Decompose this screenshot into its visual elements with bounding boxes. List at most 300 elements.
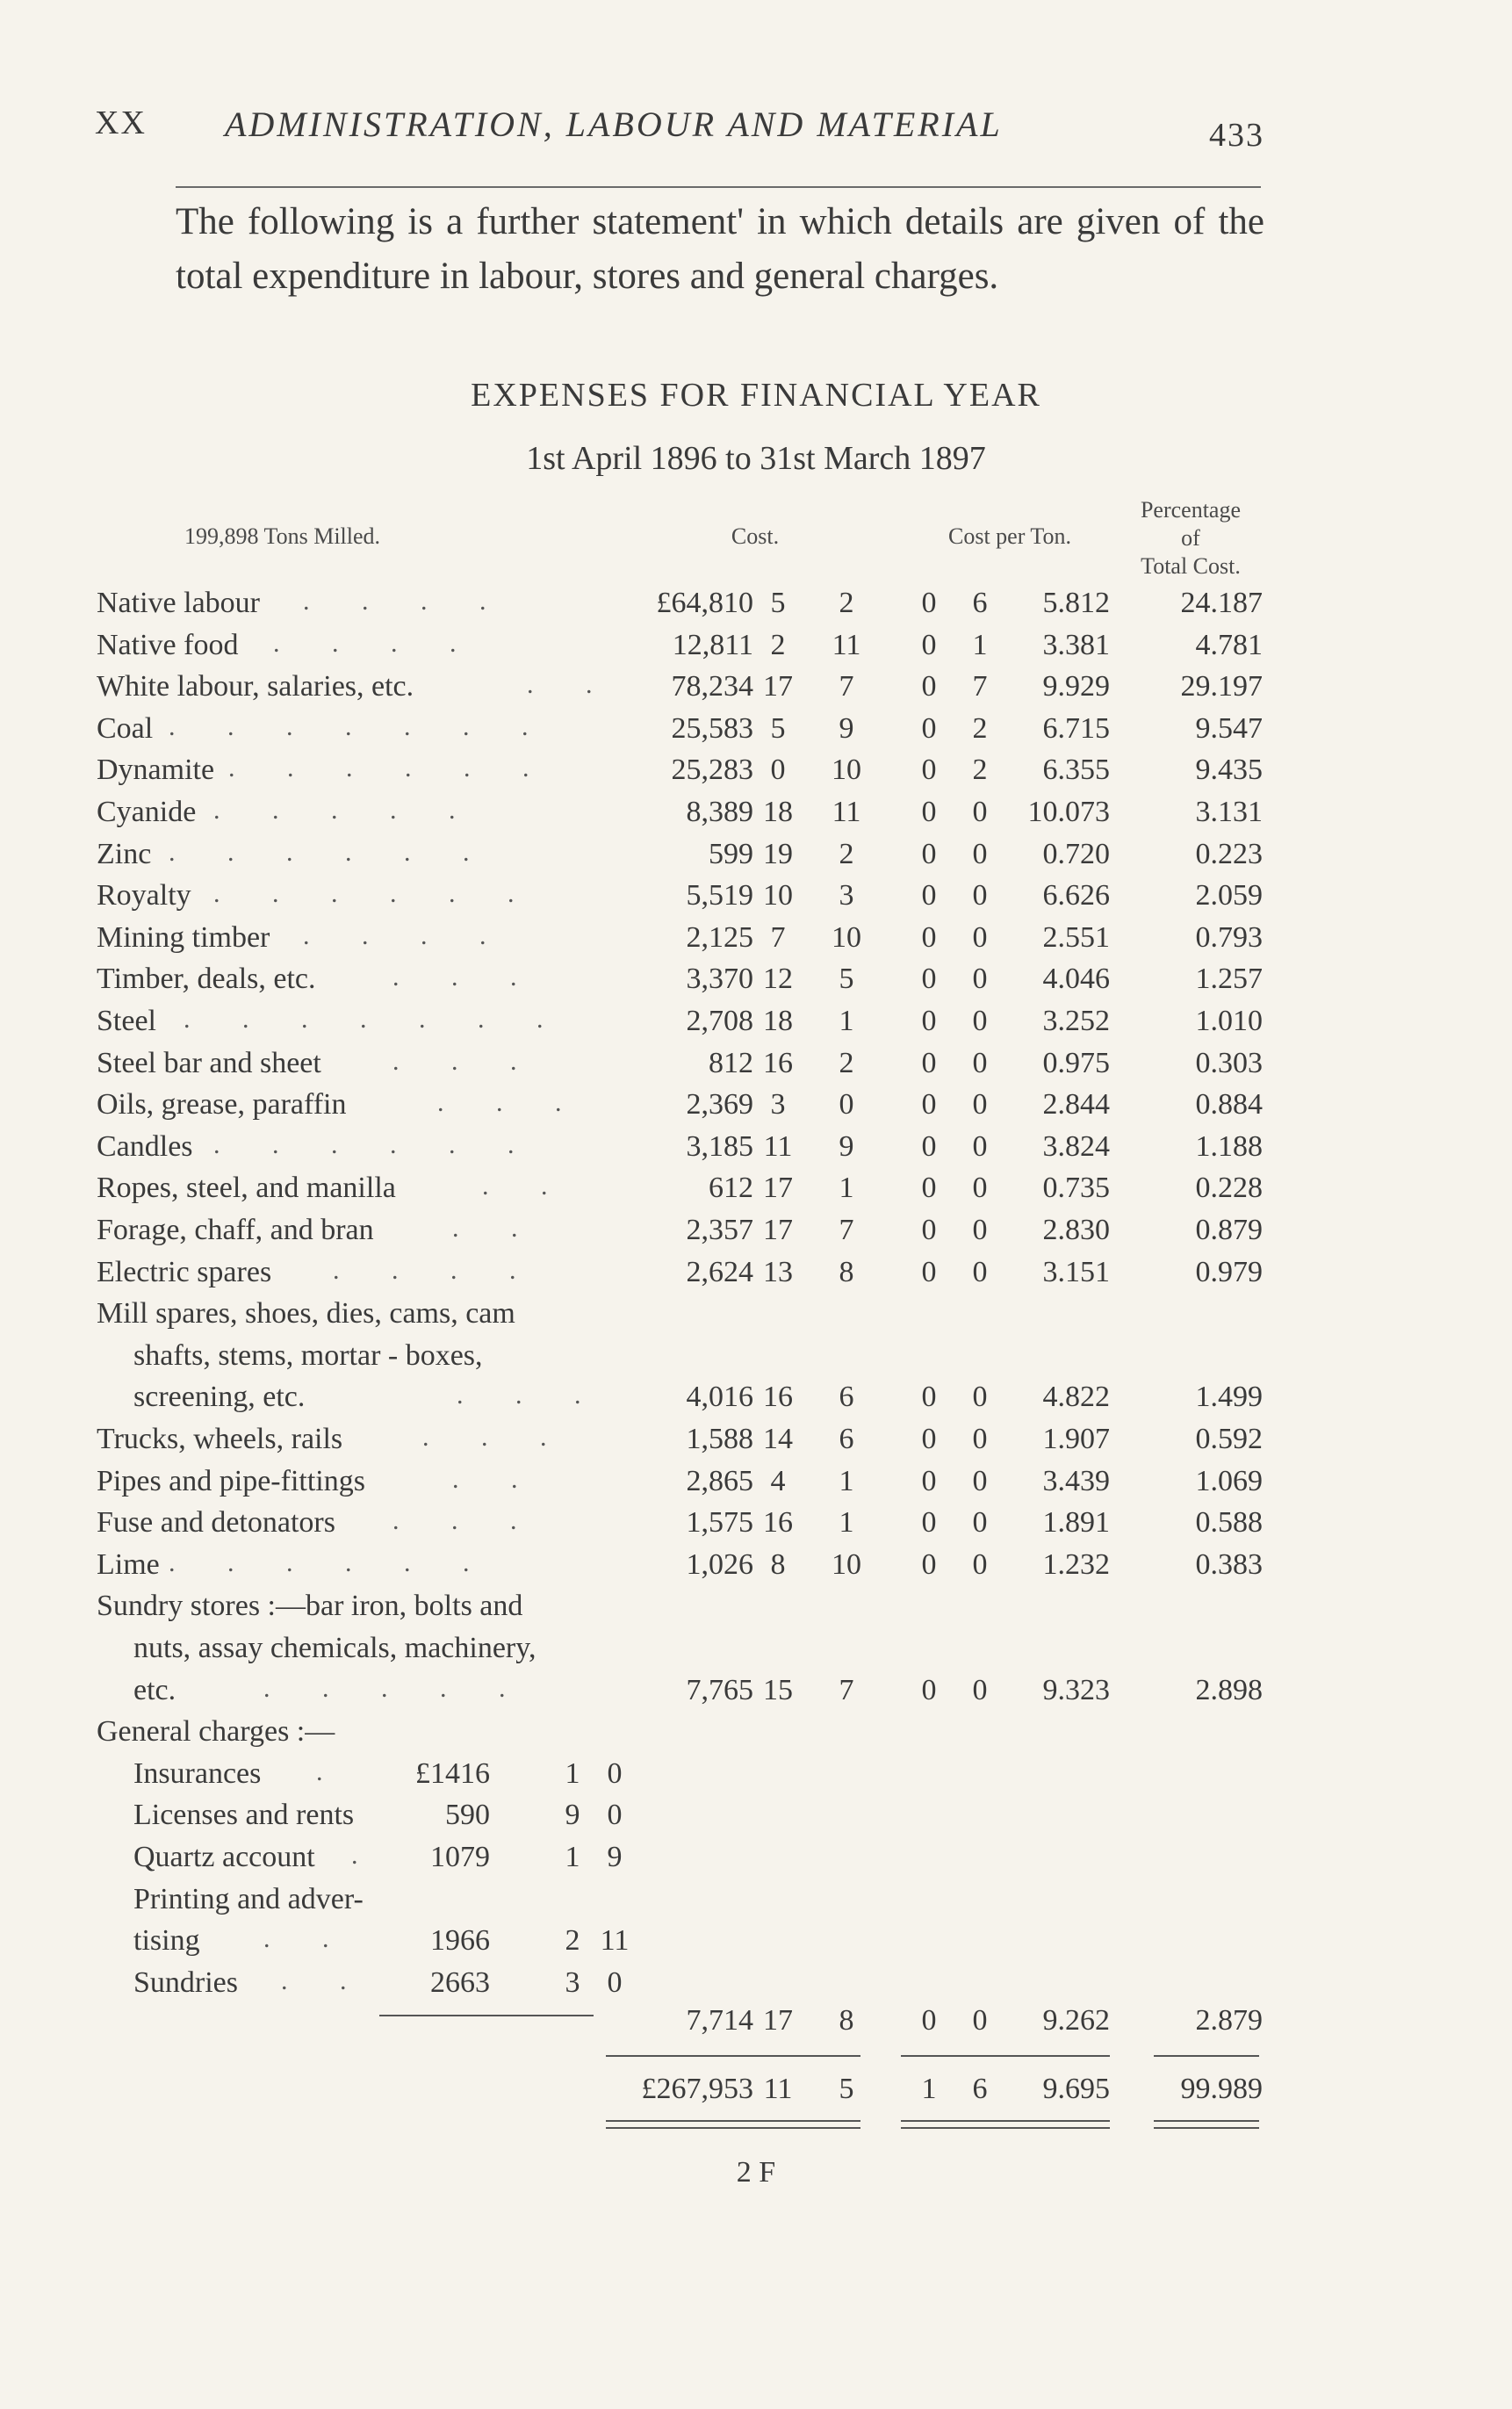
sub-shillings: 2 [565, 1924, 580, 1957]
percentage: 29.197 [1180, 670, 1263, 703]
cost-pounds: 2,357 [686, 1214, 753, 1246]
per-ton-pence: 0 [972, 796, 988, 828]
header-rule [176, 186, 1261, 188]
table-row [0, 1256, 1512, 1295]
sub-pounds: 1079 [430, 1841, 490, 1873]
percentage: 0.303 [1195, 1047, 1263, 1079]
sundry-line-2: nuts, assay chemicals, machinery, [133, 1632, 536, 1664]
cost-shillings: 2 [770, 629, 786, 661]
cost-shillings: 14 [763, 1423, 793, 1455]
percentage: 0.228 [1195, 1172, 1263, 1204]
item-label: Native food [97, 629, 239, 661]
per-ton-shillings: 0 [921, 1256, 937, 1288]
cost-pounds: 7,714 [686, 2004, 753, 2037]
per-ton-pence: 0 [972, 1047, 988, 1079]
per-ton-decimal: 2.551 [1042, 921, 1110, 954]
table-row [0, 796, 1512, 834]
cost-pounds: 812 [709, 1047, 753, 1079]
per-ton-shillings: 0 [921, 1172, 937, 1204]
percentage: 0.223 [1195, 838, 1263, 870]
table-row [0, 587, 1512, 625]
cost-pence: 9 [839, 712, 854, 745]
per-ton-decimal: 3.151 [1042, 1256, 1110, 1288]
leader-dots: . . . . . . [228, 754, 552, 783]
cost-pounds: 1,588 [686, 1423, 753, 1455]
cost-shillings: 12 [763, 963, 793, 995]
cost-pounds: 2,369 [686, 1088, 753, 1121]
chapter-title: ADMINISTRATION, LABOUR AND MATERIAL [225, 105, 1003, 144]
per-ton-pence: 1 [972, 629, 988, 661]
leader-dots: . . . . . . [213, 1130, 537, 1159]
table-row [0, 1381, 1512, 1419]
percentage: 9.435 [1195, 754, 1263, 786]
sub-row [0, 1883, 1512, 1922]
per-ton-decimal: 6.355 [1042, 754, 1110, 786]
per-ton-shillings: 0 [921, 1005, 937, 1037]
percentage: 1.069 [1195, 1465, 1263, 1497]
cost-shillings: 18 [763, 796, 793, 828]
per-ton-decimal: 2.844 [1042, 1088, 1110, 1121]
sub-pence: 0 [607, 1757, 623, 1790]
percentage: 24.187 [1180, 587, 1263, 619]
sub-pence: 11 [600, 1924, 630, 1957]
page-number: 433 [1209, 117, 1264, 154]
cost-pence: 7 [839, 670, 854, 703]
leader-dots: . . [452, 1214, 541, 1243]
grand-total-per-ton-shillings: 1 [921, 2073, 937, 2105]
cost-pence: 10 [832, 921, 861, 954]
item-label: Coal [97, 712, 154, 745]
percentage: 2.898 [1195, 1674, 1263, 1706]
cost-shillings: 16 [763, 1506, 793, 1539]
cost-pounds: 1,026 [686, 1548, 753, 1581]
double-rule [1154, 2127, 1259, 2129]
item-label: Mining timber [97, 921, 270, 954]
per-ton-pence: 7 [972, 670, 988, 703]
item-label: Dynamite [97, 754, 215, 786]
per-ton-decimal: 9.929 [1042, 670, 1110, 703]
cost-pence: 9 [839, 1130, 854, 1163]
cost-pence: 2 [839, 1047, 854, 1079]
per-ton-decimal: 1.907 [1042, 1423, 1110, 1455]
item-label: screening, etc. [133, 1381, 306, 1413]
leader-dots: . . [452, 1465, 541, 1494]
double-rule [901, 2120, 1110, 2122]
cost-pounds: £64,810 [656, 587, 753, 619]
leader-dots: . . . . [273, 629, 479, 658]
cost-shillings: 17 [763, 670, 793, 703]
cost-pounds: 78,234 [671, 670, 753, 703]
per-ton-pence: 0 [972, 1548, 988, 1581]
sundry-line-1: Sundry stores :—bar iron, bolts and [97, 1590, 523, 1622]
cost-pence: 2 [839, 838, 854, 870]
leader-dots: . . . [392, 963, 540, 992]
grand-total-per-ton-pence: 6 [972, 2073, 988, 2105]
leader-dots: . . . . . . [213, 879, 537, 908]
table-row [0, 1005, 1512, 1043]
item-label: Oils, grease, paraffin [97, 1088, 347, 1121]
percentage: 0.592 [1195, 1423, 1263, 1455]
cost-pounds: 3,185 [686, 1130, 753, 1163]
cost-pence: 6 [839, 1423, 854, 1455]
per-ton-shillings: 0 [921, 1423, 937, 1455]
table-row [0, 921, 1512, 960]
per-ton-pence: 0 [972, 1423, 988, 1455]
per-ton-decimal: 3.824 [1042, 1130, 1110, 1163]
item-label: etc. [133, 1674, 176, 1706]
table-row [0, 879, 1512, 918]
per-ton-decimal: 0.975 [1042, 1047, 1110, 1079]
cost-shillings: 3 [770, 1088, 786, 1121]
col-head-pct-3: Total Cost. [1141, 553, 1241, 579]
item-label: Zinc [97, 838, 152, 870]
leader-dots: . . . [457, 1381, 604, 1410]
mill-spares-line-2: shafts, stems, mortar - boxes, [133, 1339, 483, 1372]
item-label: Candles [97, 1130, 193, 1163]
sub-pence: 9 [607, 1841, 623, 1873]
percentage: 0.588 [1195, 1506, 1263, 1539]
table-row [0, 2004, 1512, 2043]
chapter-number: XX [95, 105, 147, 141]
col-head-cost: Cost. [731, 523, 780, 549]
per-ton-shillings: 0 [921, 712, 937, 745]
per-ton-decimal: 0.720 [1042, 838, 1110, 870]
cost-pence: 6 [839, 1381, 854, 1413]
per-ton-decimal: 0.735 [1042, 1172, 1110, 1204]
leader-dots: . . . [392, 1506, 540, 1535]
cost-pence: 3 [839, 879, 854, 912]
cost-pence: 1 [839, 1005, 854, 1037]
item-label: tising [133, 1924, 200, 1957]
cost-pounds: 4,016 [686, 1381, 753, 1413]
per-ton-shillings: 0 [921, 670, 937, 703]
per-ton-shillings: 0 [921, 754, 937, 786]
cost-pence: 5 [839, 963, 854, 995]
table-row [0, 1130, 1512, 1169]
cost-pounds: 3,370 [686, 963, 753, 995]
cost-pounds: 2,708 [686, 1005, 753, 1037]
cost-pounds: 2,624 [686, 1256, 753, 1288]
per-ton-decimal: 1.232 [1042, 1548, 1110, 1581]
cost-pence: 10 [832, 754, 861, 786]
leader-dots: . . . [422, 1423, 570, 1452]
item-label: Steel bar and sheet [97, 1047, 321, 1079]
per-ton-pence: 0 [972, 1506, 988, 1539]
cost-shillings: 0 [770, 754, 786, 786]
per-ton-shillings: 0 [921, 1088, 937, 1121]
item-label: Forage, chaff, and bran [97, 1214, 374, 1246]
per-ton-shillings: 0 [921, 587, 937, 619]
table-row [0, 1674, 1512, 1713]
table-row [0, 1088, 1512, 1127]
per-ton-pence: 0 [972, 1256, 988, 1288]
leader-dots: . . . . [303, 587, 509, 616]
percentage: 2.059 [1195, 879, 1263, 912]
per-ton-shillings: 0 [921, 879, 937, 912]
table-subheading: 1st April 1896 to 31st March 1897 [526, 440, 986, 477]
sub-row [0, 1799, 1512, 1837]
grand-total-per-ton-decimal: 9.695 [1042, 2073, 1110, 2105]
per-ton-decimal: 4.046 [1042, 963, 1110, 995]
cost-pence: 8 [839, 1256, 854, 1288]
percentage: 3.131 [1195, 796, 1263, 828]
leader-dots: . . [281, 1966, 370, 1995]
cost-pounds: 2,865 [686, 1465, 753, 1497]
cost-pounds: 612 [709, 1172, 753, 1204]
percentage: 1.010 [1195, 1005, 1263, 1037]
per-ton-pence: 0 [972, 2004, 988, 2037]
cost-shillings: 17 [763, 1172, 793, 1204]
per-ton-pence: 0 [972, 963, 988, 995]
sub-shillings: 1 [565, 1841, 580, 1873]
cost-pence: 1 [839, 1465, 854, 1497]
percentage: 1.188 [1195, 1130, 1263, 1163]
table-row [0, 1506, 1512, 1545]
general-charges-title: General charges :— [97, 1715, 335, 1748]
item-label: Ropes, steel, and manilla [97, 1172, 396, 1204]
leader-dots: . . . [437, 1088, 585, 1117]
per-ton-decimal: 6.715 [1042, 712, 1110, 745]
per-ton-pence: 0 [972, 1005, 988, 1037]
item-label: Pipes and pipe-fittings [97, 1465, 365, 1497]
col-head-pct-1: Percentage [1140, 497, 1242, 523]
percentage: 0.884 [1195, 1088, 1263, 1121]
running-header [95, 104, 1264, 156]
cost-pounds: 7,765 [686, 1674, 753, 1706]
cost-pence: 11 [832, 629, 861, 661]
sub-pence: 0 [607, 1966, 623, 1999]
cost-shillings: 13 [763, 1256, 793, 1288]
item-label: Steel [97, 1005, 156, 1037]
cost-pounds: 2,125 [686, 921, 753, 954]
sub-pence: 0 [607, 1799, 623, 1831]
leader-dots: . . . . . . . [184, 1005, 566, 1034]
per-ton-shillings: 0 [921, 963, 937, 995]
table-row [0, 754, 1512, 792]
leader-dots: . . . [392, 1047, 540, 1076]
per-ton-shillings: 0 [921, 796, 937, 828]
item-label: Insurances [133, 1757, 262, 1790]
cost-shillings: 11 [763, 1130, 793, 1163]
per-ton-pence: 0 [972, 1381, 988, 1413]
sub-row [0, 1841, 1512, 1879]
table-heading: EXPENSES FOR FINANCIAL YEAR [471, 377, 1041, 414]
cost-pounds: 599 [709, 838, 753, 870]
sub-pounds: 590 [445, 1799, 490, 1831]
per-ton-shillings: 0 [921, 921, 937, 954]
item-label: Electric spares [97, 1256, 272, 1288]
percentage: 2.879 [1195, 2004, 1263, 2037]
item-label: Trucks, wheels, rails [97, 1423, 343, 1455]
percentage: 0.383 [1195, 1548, 1263, 1581]
cost-pounds: 8,389 [686, 796, 753, 828]
per-ton-pence: 2 [972, 754, 988, 786]
percentage: 0.793 [1195, 921, 1263, 954]
percentage: 1.257 [1195, 963, 1263, 995]
cost-pence: 11 [832, 796, 861, 828]
per-ton-pence: 0 [972, 1172, 988, 1204]
item-label: Timber, deals, etc. [97, 963, 316, 995]
leader-dots: . . [263, 1924, 352, 1953]
cost-pounds: 5,519 [686, 879, 753, 912]
signature-mark: 2 F [736, 2156, 776, 2189]
item-label: Fuse and detonators [97, 1506, 335, 1539]
sub-shillings: 9 [565, 1799, 580, 1831]
item-label: Printing and adver- [133, 1883, 364, 1915]
sub-row [0, 1757, 1512, 1796]
cost-shillings: 4 [770, 1465, 786, 1497]
cost-shillings: 16 [763, 1381, 793, 1413]
per-ton-shillings: 0 [921, 1465, 937, 1497]
cost-shillings: 17 [763, 1214, 793, 1246]
cost-pence: 8 [839, 2004, 854, 2037]
cost-shillings: 5 [770, 587, 786, 619]
table-row [0, 1548, 1512, 1587]
per-ton-shillings: 0 [921, 1130, 937, 1163]
cost-pounds: 1,575 [686, 1506, 753, 1539]
per-ton-decimal: 4.822 [1042, 1381, 1110, 1413]
item-label: Cyanide [97, 796, 197, 828]
item-label: White labour, salaries, etc. [97, 670, 414, 703]
per-ton-decimal: 3.381 [1042, 629, 1110, 661]
cost-shillings: 19 [763, 838, 793, 870]
sub-pounds: 1966 [430, 1924, 490, 1957]
double-rule [606, 2120, 860, 2122]
cost-pence: 7 [839, 1214, 854, 1246]
intro-paragraph: The following is a further statement' in which details are given of the total expenditure in labour, stores and general charges. [176, 201, 1264, 297]
sub-shillings: 3 [565, 1966, 580, 1999]
item-label: Royalty [97, 879, 191, 912]
col-head-pct-2: of [1181, 525, 1200, 551]
sub-row [0, 1924, 1512, 1963]
grand-total-shillings: 11 [763, 2073, 793, 2105]
leader-dots: . . . . . . . [169, 712, 551, 741]
leader-dots: . [316, 1757, 346, 1786]
grand-total-row [0, 2073, 1512, 2111]
double-rule [901, 2127, 1110, 2129]
per-ton-shillings: 0 [921, 1548, 937, 1581]
cost-pence: 1 [839, 1172, 854, 1204]
cost-shillings: 16 [763, 1047, 793, 1079]
table-row [0, 629, 1512, 667]
cost-pence: 7 [839, 1674, 854, 1706]
per-ton-shillings: 0 [921, 1674, 937, 1706]
per-ton-pence: 6 [972, 587, 988, 619]
table-row [0, 963, 1512, 1001]
table-row [0, 712, 1512, 751]
col-head-tons: 199,898 Tons Milled. [184, 523, 381, 549]
percentage: 1.499 [1195, 1381, 1263, 1413]
per-ton-decimal: 1.891 [1042, 1506, 1110, 1539]
per-ton-decimal: 9.262 [1042, 2004, 1110, 2037]
leader-dots: . . [527, 670, 616, 699]
leader-dots: . . . . . [263, 1674, 529, 1703]
table-row [0, 1172, 1512, 1210]
per-ton-decimal: 9.323 [1042, 1674, 1110, 1706]
grand-total-pounds: £267,953 [641, 2073, 753, 2105]
sub-pounds: 2663 [430, 1966, 490, 1999]
leader-dots: . . . . [333, 1256, 539, 1285]
grand-total-pence: 5 [839, 2073, 854, 2105]
table-row [0, 838, 1512, 876]
double-rule [606, 2127, 860, 2129]
per-ton-shillings: 0 [921, 1047, 937, 1079]
cost-pounds: 25,283 [671, 754, 753, 786]
sub-pounds: £1416 [415, 1757, 490, 1790]
mill-spares-line-1: Mill spares, shoes, dies, cams, cam [97, 1297, 515, 1330]
cost-pounds: 25,583 [671, 712, 753, 745]
grand-total-percentage: 99.989 [1180, 2073, 1263, 2105]
percentage: 0.879 [1195, 1214, 1263, 1246]
cost-shillings: 8 [770, 1548, 786, 1581]
leader-dots: . [351, 1841, 381, 1870]
leader-dots: . . . . . . [169, 838, 493, 867]
percentage: 4.781 [1195, 629, 1263, 661]
per-ton-pence: 0 [972, 1214, 988, 1246]
per-ton-pence: 0 [972, 838, 988, 870]
per-ton-pence: 2 [972, 712, 988, 745]
per-ton-pence: 0 [972, 1130, 988, 1163]
total-rule [1154, 2055, 1259, 2057]
leader-dots: . . . . . . [169, 1548, 493, 1577]
cost-shillings: 5 [770, 712, 786, 745]
table-row [0, 1423, 1512, 1461]
per-ton-pence: 0 [972, 921, 988, 954]
per-ton-pence: 0 [972, 1465, 988, 1497]
col-head-cost-per-ton: Cost per Ton. [948, 523, 1071, 549]
cost-pence: 10 [832, 1548, 861, 1581]
table-row [0, 1214, 1512, 1252]
cost-shillings: 18 [763, 1005, 793, 1037]
leader-dots: . . . . [303, 921, 509, 950]
item-label: Sundries [133, 1966, 238, 1999]
item-label: Lime [97, 1548, 160, 1581]
per-ton-decimal: 10.073 [1027, 796, 1110, 828]
per-ton-decimal: 3.252 [1042, 1005, 1110, 1037]
per-ton-shillings: 0 [921, 838, 937, 870]
table-row [0, 1465, 1512, 1504]
double-rule [1154, 2120, 1259, 2122]
cost-pence: 0 [839, 1088, 854, 1121]
cost-shillings: 17 [763, 2004, 793, 2037]
per-ton-shillings: 0 [921, 2004, 937, 2037]
cost-shillings: 7 [770, 921, 786, 954]
cost-pence: 2 [839, 587, 854, 619]
per-ton-decimal: 3.439 [1042, 1465, 1110, 1497]
per-ton-decimal: 2.830 [1042, 1214, 1110, 1246]
per-ton-shillings: 0 [921, 629, 937, 661]
per-ton-pence: 0 [972, 1088, 988, 1121]
per-ton-shillings: 0 [921, 1381, 937, 1413]
item-label: Quartz account [133, 1841, 315, 1873]
total-rule [606, 2055, 860, 2057]
sub-row [0, 1966, 1512, 2005]
percentage: 9.547 [1195, 712, 1263, 745]
table-row [0, 670, 1512, 709]
cost-shillings: 15 [763, 1674, 793, 1706]
leader-dots: . . . . . [213, 796, 479, 825]
per-ton-shillings: 0 [921, 1506, 937, 1539]
per-ton-decimal: 6.626 [1042, 879, 1110, 912]
leader-dots: . . [482, 1172, 571, 1201]
cost-shillings: 10 [763, 879, 793, 912]
total-rule [901, 2055, 1110, 2057]
per-ton-shillings: 0 [921, 1214, 937, 1246]
per-ton-pence: 0 [972, 879, 988, 912]
item-label: Licenses and rents [133, 1799, 355, 1831]
per-ton-pence: 0 [972, 1674, 988, 1706]
cost-pounds: 12,811 [672, 629, 753, 661]
